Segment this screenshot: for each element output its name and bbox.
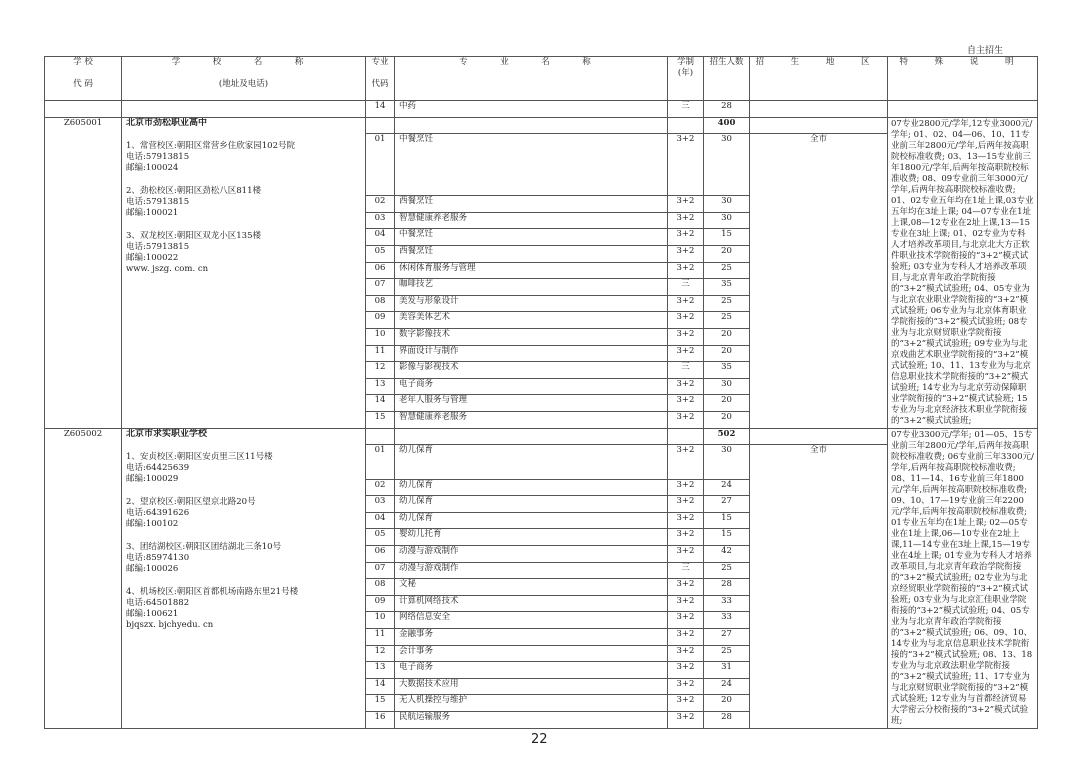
major-count: 20 bbox=[704, 695, 750, 712]
major-name: 智慧健康养老服务 bbox=[395, 212, 668, 229]
page-number: 22 bbox=[531, 732, 548, 747]
major-duration: 3+2 bbox=[668, 479, 704, 496]
major-duration: 三 bbox=[668, 279, 704, 296]
major-name: 休闲体育服务与管理 bbox=[395, 262, 668, 279]
major-code: 15 bbox=[366, 695, 395, 712]
major-count: 30 bbox=[704, 378, 750, 395]
major-name: 咖啡技艺 bbox=[395, 279, 668, 296]
major-count: 15 bbox=[704, 529, 750, 546]
major-name: 智慧健康养老服务 bbox=[395, 412, 668, 429]
major-code: 14 bbox=[366, 395, 395, 412]
school-code: Z605001 bbox=[45, 117, 122, 428]
major-code: 06 bbox=[366, 262, 395, 279]
campus-line: 邮编:100021 bbox=[126, 207, 179, 218]
major-count: 27 bbox=[704, 496, 750, 513]
school-code: Z605002 bbox=[45, 428, 122, 728]
campus-line: 电话:57913815 bbox=[126, 151, 190, 162]
major-count: 35 bbox=[704, 362, 750, 379]
major-name: 网络信息安全 bbox=[395, 612, 668, 629]
campus-line: 3、双龙校区:朝阳区双龙小区135楼 bbox=[126, 230, 261, 241]
campus-block bbox=[126, 542, 361, 575]
major-duration: 3+2 bbox=[668, 695, 704, 712]
major-name: 幼儿保育 bbox=[395, 445, 668, 480]
major-count: 28 bbox=[704, 579, 750, 596]
major-duration bbox=[668, 117, 704, 134]
major-name: 幼儿保育 bbox=[395, 512, 668, 529]
continuation-row bbox=[45, 101, 1038, 118]
school-info bbox=[122, 117, 366, 428]
major-count: 30 bbox=[704, 134, 750, 196]
campus-block bbox=[126, 587, 361, 631]
major-duration: 3+2 bbox=[668, 246, 704, 263]
school-name: 北京市劲松职业高中 bbox=[126, 117, 208, 128]
school-notes: 07专业2800元/学年,12专业3000元/学年; 01、02、04—06、10、11专业前三年2800元/学年,后两年按高职院校标准收费; 03、13—15专业前三年1800元/学年,后两年按高职院校标准收费; 08、09专业前三年3000元/学年,后两年按高职院校标准收费; 01、02专业五年均在1址上课,03专业五年均在3址上课; 04—07专业在1址上课,08—12专业在2址上课,13—15专业在3址上课; 01、02专业为专科人才培养改革项目,与北京北大方正软件职业技术学院衔接的“3+2”模式试验班; 03专业为专科人才培养改革项目,与北京青年政治学院衔接的“3+2”模式试验班; 04、05专业为与北京农业职业学院衔接的“3+2”模式试验班; 06专业为与北京体育职业学院衔接的“3+2”模式试验班; 08专业为与北京财贸职业学院衔接的“3+2”模式试验班; 09专业为与北京戏曲艺术职业学院衔接的“3+2”模式试验班; 10、11、13专业为与北京信息职业技术学院衔接的“3+2”模式试验班; 14专业为与北京劳动保障职业学院衔接的“3+2”模式试验班; 15专业为与北京经济技术职业学院衔接的“3+2”模式试验班; bbox=[888, 117, 1038, 428]
major-code: 10 bbox=[366, 329, 395, 346]
major-count: 33 bbox=[704, 612, 750, 629]
campus-line: 2、望京校区:朝阳区望京北路20号 bbox=[126, 496, 256, 507]
major-name: 电子商务 bbox=[395, 662, 668, 679]
campus-line: 邮编:100029 bbox=[126, 473, 179, 484]
major-code: 13 bbox=[366, 378, 395, 395]
major-code: 11 bbox=[366, 629, 395, 646]
area-blank bbox=[750, 117, 888, 134]
major-duration: 3+2 bbox=[668, 395, 704, 412]
major-duration: 3+2 bbox=[668, 579, 704, 596]
major-name: 界面设计与制作 bbox=[395, 345, 668, 362]
major-duration bbox=[668, 428, 704, 445]
major-code: 02 bbox=[366, 479, 395, 496]
major-code bbox=[366, 428, 395, 445]
major-duration: 3+2 bbox=[668, 629, 704, 646]
campus-line: 电话:57913815 bbox=[126, 241, 190, 252]
major-count: 15 bbox=[704, 229, 750, 246]
major-duration: 3+2 bbox=[668, 595, 704, 612]
major-name: 金融事务 bbox=[395, 629, 668, 646]
major-count: 20 bbox=[704, 329, 750, 346]
header-major-name: 专 业 名 称 bbox=[395, 57, 668, 101]
major-name: 文秘 bbox=[395, 579, 668, 596]
major-duration: 3+2 bbox=[668, 496, 704, 513]
campus-line: 电话:64501882 bbox=[126, 597, 190, 608]
school-area: 全市 bbox=[750, 134, 888, 428]
school-total: 400 bbox=[704, 117, 750, 134]
major-duration: 3+2 bbox=[668, 662, 704, 679]
header-major-code: 专业 代码 bbox=[366, 57, 395, 101]
major-name bbox=[395, 428, 668, 445]
major-code: 04 bbox=[366, 229, 395, 246]
major-count: 20 bbox=[704, 345, 750, 362]
major-duration: 3+2 bbox=[668, 645, 704, 662]
major-code: 02 bbox=[366, 196, 395, 213]
major-duration: 3+2 bbox=[668, 529, 704, 546]
major-name: 幼儿保育 bbox=[395, 496, 668, 513]
major-code: 01 bbox=[366, 134, 395, 196]
major-code bbox=[366, 117, 395, 134]
major-count: 27 bbox=[704, 629, 750, 646]
major-code: 14 bbox=[366, 678, 395, 695]
major-name: 西餐烹饪 bbox=[395, 246, 668, 263]
major-duration: 三 bbox=[668, 362, 704, 379]
major-count: 25 bbox=[704, 312, 750, 329]
header-school: 学 校 名 称 (地址及电话) bbox=[122, 57, 366, 101]
school-name: 北京市求实职业学校 bbox=[126, 428, 208, 439]
major-name: 电子商务 bbox=[395, 378, 668, 395]
major-count: 25 bbox=[704, 262, 750, 279]
header-notes: 特 殊 说 明 bbox=[888, 57, 1038, 101]
major-duration: 3+2 bbox=[668, 329, 704, 346]
major-code: 11 bbox=[366, 345, 395, 362]
major-code: 13 bbox=[366, 662, 395, 679]
school-total-row bbox=[45, 428, 1038, 445]
major-code: 06 bbox=[366, 546, 395, 563]
major-duration: 3+2 bbox=[668, 445, 704, 480]
area-blank bbox=[750, 428, 888, 445]
major-name: 大数据技术应用 bbox=[395, 678, 668, 695]
header-row bbox=[45, 57, 1038, 101]
major-code: 08 bbox=[366, 579, 395, 596]
major-duration: 3+2 bbox=[668, 412, 704, 429]
major-count: 30 bbox=[704, 445, 750, 480]
top-note: 自主招生 bbox=[967, 46, 1004, 56]
major-count: 42 bbox=[704, 546, 750, 563]
major-count: 25 bbox=[704, 295, 750, 312]
major-count: 25 bbox=[704, 645, 750, 662]
campus-line: 2、劲松校区:朝阳区劲松八区811楼 bbox=[126, 185, 261, 196]
major-code: 09 bbox=[366, 595, 395, 612]
major-name: 美发与形象设计 bbox=[395, 295, 668, 312]
major-code: 05 bbox=[366, 529, 395, 546]
school-notes: 07专业3300元/学年; 01—05、15专业前三年2800元/学年,后两年按高职院校标准收费; 06专业前三年3300元/学年,后两年按高职院校标准收费; 08、11—14、16专业前三年1800元/学年,后两年按高职院校标准收费; 09、10、17—19专业前三年2200元/学年,后两年按高职院校标准收费; 01专业五年均在1址上课; 02—05专业在1址上课,06—10专业在2址上课,11—14专业在3址上课,15—19专业在4址上课; 01专业为专科人才培养改革项目,与北京青年政治学院衔接的“3+2”模式试验班; 02专业为与北京经贸职业学院衔接的“3+2”模式试验班; 03专业为与北京汇佳职业学院衔接的“3+2”模式试验班; 04、05专业为与北京青年政治学院衔接的“3+2”模式试验班; 06、09、10、14专业为与北京信息职业技术学院衔接的“3+2”模式试验班; 08、13、18专业为与北京政法职业学院衔接的“3+2”模式试验班; 11、17专业为与北京财贸职业学院衔接的“3+2”模式试验班; 12专业为与首都经济贸易大学密云分校衔接的“3+2”模式试验班; bbox=[888, 428, 1038, 728]
campus-line: bjqszx. bjchyedu. cn bbox=[126, 619, 214, 630]
major-name: 数字影像技术 bbox=[395, 329, 668, 346]
major-name: 西餐烹饪 bbox=[395, 196, 668, 213]
major-code: 01 bbox=[366, 445, 395, 480]
major-code: 03 bbox=[366, 496, 395, 513]
header-duration: 学制 (年) bbox=[668, 57, 704, 101]
major-duration: 三 bbox=[668, 101, 704, 118]
major-name bbox=[395, 117, 668, 134]
campus-line: 4、机场校区:朝阳区首都机场南路东里21号楼 bbox=[126, 586, 299, 597]
major-count: 20 bbox=[704, 246, 750, 263]
campus-block bbox=[126, 497, 361, 530]
campus-line: 邮编:100621 bbox=[126, 608, 179, 619]
major-code: 03 bbox=[366, 212, 395, 229]
major-duration: 3+2 bbox=[668, 378, 704, 395]
major-name: 老年人服务与管理 bbox=[395, 395, 668, 412]
major-count: 35 bbox=[704, 279, 750, 296]
major-duration: 3+2 bbox=[668, 678, 704, 695]
major-count: 30 bbox=[704, 196, 750, 213]
major-duration: 3+2 bbox=[668, 212, 704, 229]
major-name: 中药 bbox=[395, 101, 668, 118]
campus-line: 邮编:100024 bbox=[126, 162, 179, 173]
campus-line: 邮编:100022 bbox=[126, 252, 179, 263]
major-count: 30 bbox=[704, 212, 750, 229]
major-code: 04 bbox=[366, 512, 395, 529]
major-count: 15 bbox=[704, 512, 750, 529]
major-name: 无人机操控与维护 bbox=[395, 695, 668, 712]
major-name: 动漫与游戏制作 bbox=[395, 562, 668, 579]
major-count: 24 bbox=[704, 678, 750, 695]
major-duration: 3+2 bbox=[668, 312, 704, 329]
major-code: 12 bbox=[366, 362, 395, 379]
campus-line: 电话:64391626 bbox=[126, 507, 190, 518]
major-count: 28 bbox=[704, 712, 750, 729]
major-code: 12 bbox=[366, 645, 395, 662]
school-total-row bbox=[45, 117, 1038, 134]
enrollment-table bbox=[44, 56, 1038, 729]
campus-line: www. jszg. com. cn bbox=[126, 263, 209, 274]
major-name: 婴幼儿托育 bbox=[395, 529, 668, 546]
campus-line: 3、团结湖校区:朝阳区团结湖北三条10号 bbox=[126, 541, 282, 552]
major-code: 07 bbox=[366, 562, 395, 579]
major-duration: 3+2 bbox=[668, 345, 704, 362]
header-enroll: 招生人数 bbox=[704, 57, 750, 101]
major-duration: 3+2 bbox=[668, 712, 704, 729]
major-duration: 3+2 bbox=[668, 295, 704, 312]
header-area: 招 生 地 区 bbox=[750, 57, 888, 101]
major-duration: 三 bbox=[668, 562, 704, 579]
major-count: 33 bbox=[704, 595, 750, 612]
campus-block bbox=[126, 186, 361, 219]
major-code: 16 bbox=[366, 712, 395, 729]
campus-line: 电话:64425639 bbox=[126, 462, 190, 473]
major-name: 幼儿保育 bbox=[395, 479, 668, 496]
major-code: 08 bbox=[366, 295, 395, 312]
major-code: 07 bbox=[366, 279, 395, 296]
major-name: 民航运输服务 bbox=[395, 712, 668, 729]
school-total: 502 bbox=[704, 428, 750, 445]
major-duration: 3+2 bbox=[668, 512, 704, 529]
school-info bbox=[122, 428, 366, 728]
major-code: 10 bbox=[366, 612, 395, 629]
campus-block bbox=[126, 231, 361, 275]
major-name: 中餐烹饪 bbox=[395, 134, 668, 196]
major-name: 计算机网络技术 bbox=[395, 595, 668, 612]
major-count: 24 bbox=[704, 479, 750, 496]
major-name: 会计事务 bbox=[395, 645, 668, 662]
major-name: 中餐烹饪 bbox=[395, 229, 668, 246]
header-code: 学 校 代 码 bbox=[45, 57, 122, 101]
major-name: 美容美体艺术 bbox=[395, 312, 668, 329]
campus-block bbox=[126, 141, 361, 174]
major-count: 31 bbox=[704, 662, 750, 679]
major-count: 20 bbox=[704, 395, 750, 412]
major-duration: 3+2 bbox=[668, 612, 704, 629]
major-count: 28 bbox=[704, 101, 750, 118]
campus-line: 电话:85974130 bbox=[126, 552, 190, 563]
major-duration: 3+2 bbox=[668, 229, 704, 246]
campus-block bbox=[126, 452, 361, 485]
major-code: 15 bbox=[366, 412, 395, 429]
major-count: 20 bbox=[704, 412, 750, 429]
major-code: 09 bbox=[366, 312, 395, 329]
major-duration: 3+2 bbox=[668, 262, 704, 279]
campus-line: 1、常营校区:朝阳区常营乡住欣家园102号院 bbox=[126, 140, 295, 151]
major-count: 25 bbox=[704, 562, 750, 579]
campus-line: 1、安贞校区:朝阳区安贞里三区11号楼 bbox=[126, 451, 273, 462]
major-code: 14 bbox=[366, 101, 395, 118]
major-code: 05 bbox=[366, 246, 395, 263]
major-duration: 3+2 bbox=[668, 546, 704, 563]
campus-line: 邮编:100102 bbox=[126, 518, 179, 529]
campus-line: 邮编:100026 bbox=[126, 563, 179, 574]
school-area: 全市 bbox=[750, 445, 888, 728]
campus-line: 电话:57913815 bbox=[126, 196, 190, 207]
major-name: 影像与影视技术 bbox=[395, 362, 668, 379]
major-name: 动漫与游戏制作 bbox=[395, 546, 668, 563]
major-duration: 3+2 bbox=[668, 134, 704, 196]
major-duration: 3+2 bbox=[668, 196, 704, 213]
